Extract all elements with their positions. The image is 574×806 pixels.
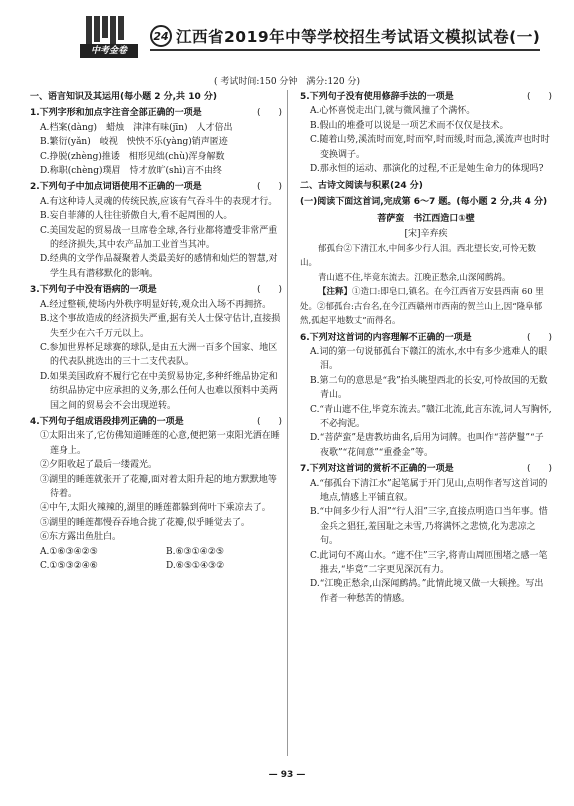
part-1-instruction: (一)阅读下面这首词,完成第 6～7 题。(每小题 2 分,共 4 分) bbox=[300, 196, 548, 207]
answer-blank: ( ) bbox=[526, 332, 552, 343]
question-1 bbox=[30, 106, 282, 178]
left-column bbox=[30, 90, 282, 573]
option: B.妄自菲薄的人往往骄傲自大,看不起周围的人。 bbox=[40, 211, 233, 222]
option: B.假山的堆叠可以说是一项艺术而不仅仅是技术。 bbox=[310, 120, 509, 131]
column-divider bbox=[287, 90, 288, 756]
page-header bbox=[80, 12, 550, 64]
poem-line: 青山遮不住,毕竟东流去。江晚正愁余,山深闻鹧鸪。 bbox=[318, 272, 511, 283]
question-6 bbox=[300, 331, 552, 461]
sentence-item: ①太阳出来了,它仿佛知道睡莲的心意,便把第一束阳光洒在睡莲身上。 bbox=[40, 431, 280, 456]
option: C.“青山遮不住,毕竟东流去。”赣江北流,此言东流,词人写胸怀,不必拘泥。 bbox=[310, 404, 552, 429]
option: D.如果美国政府不履行它在中美贸易协定,多种纤维品协定和纺织品协定中应承担的义务,那么任何人也难以预料中美两国之间的贸易会不会出现逆转。 bbox=[40, 371, 278, 411]
note-label: 【注释】 bbox=[318, 287, 353, 298]
page-title: 江西省2019年中等学校招生考试语文模拟试卷(一) bbox=[176, 28, 541, 46]
question-stem: 2.下列句子中加点词语使用不正确的一项是 bbox=[30, 182, 202, 193]
question-5 bbox=[300, 90, 552, 176]
question-stem: 4.下列句子组成语段排列正确的一项是 bbox=[30, 416, 184, 427]
question-7 bbox=[300, 462, 552, 606]
question-3 bbox=[30, 283, 282, 413]
logo-text: 中考金卷 bbox=[80, 44, 138, 58]
option: A.经过整顿,使场内外秩序明显好转,观众出入场不再拥挤。 bbox=[40, 299, 272, 310]
option: A.有这种诗人灵魂的传统民族,应该有气吞斗牛的表现才行。 bbox=[40, 196, 278, 207]
option: A.①⑥③④②⑤ bbox=[40, 546, 98, 557]
option: C.挣脱(zhèng)推诿 相形见绌(chù)浑身解数 bbox=[40, 151, 225, 162]
section-1-title: 一、语言知识及其运用(每小题 2 分,共 10 分) bbox=[30, 92, 217, 102]
answer-blank: ( ) bbox=[256, 108, 282, 119]
answer-blank: ( ) bbox=[526, 464, 552, 475]
logo-bars-icon bbox=[86, 16, 124, 46]
option: D.⑥⑤①④③② bbox=[166, 561, 225, 571]
sentence-item: ③湖里的睡莲就张开了花瓣,面对着太阳升起的地方默默地等待着。 bbox=[40, 474, 277, 499]
exam-info: ( 考试时间:150 分钟 满分:120 分) bbox=[213, 77, 361, 87]
section-2-title: 二、古诗文阅读与积累(24 分) bbox=[300, 181, 423, 192]
option: B.这个事故造成的经济损失严重,据有关人士保守估计,直接损失至少在六千万元以上。 bbox=[40, 314, 281, 339]
option: A.档案(dàng) 蜡烛 津津有味(jīn) 人才倍出 bbox=[40, 122, 233, 133]
question-stem: 5.下列句子没有使用修辞手法的一项是 bbox=[300, 92, 454, 102]
option: C.美国发起的贸易战一旦席卷全球,各行业都将遭受非常严重的经济损失,其中农产品加工业首当其冲。 bbox=[40, 225, 278, 251]
poem-author: [宋]辛弃疾 bbox=[404, 228, 448, 239]
option: B.“中间多少行人泪”“行人泪”三字,直接点明造口当年事。惜金兵之猖狂,羞国耻之未雪,乃将满怀之悲愤,化为悲凉之句。 bbox=[310, 507, 548, 547]
option: B.第二句的意思是“我”抬头眺望西北的长安,可怜故国的无数青山。 bbox=[310, 375, 548, 401]
option: C.此词句不离山水。“遮不住”三字,将青山周匝围堵之感一笔推去,“毕竟”二字更见深沉有力。 bbox=[310, 550, 548, 575]
option: A.词的第一句说郁孤台下赣江的流水,水中有多少逃难人的眼泪。 bbox=[310, 346, 548, 372]
question-2 bbox=[30, 180, 282, 281]
sentence-item: ⑤湖里的睡莲都慢吞吞地合拢了花瓣,似乎睡觉去了。 bbox=[40, 517, 250, 528]
option: A.“郁孤台下清江水”起笔属于开门见山,点明作者写这首词的地点,情感上平铺直叙。 bbox=[310, 478, 548, 503]
option: C.参加世界杯足球赛的球队,是由五大洲一百多个国家、地区的代表队挑选出的三十二支代表队。 bbox=[40, 342, 278, 368]
question-stem: 6.下列对这首词的内容理解不正确的一项是 bbox=[300, 332, 472, 343]
answer-blank: ( ) bbox=[256, 416, 282, 427]
note-text: ①造口:即皂口,镇名。在今江西省万安县西南 60 里处。②郁孤台:古台名,在今江西赣州市西南的贺兰山上,因“隆阜郁然,孤起平地数丈”而得名。 bbox=[300, 287, 544, 327]
right-column bbox=[300, 90, 552, 606]
poem-note bbox=[300, 285, 552, 328]
question-stem: 7.下列对这首词的赏析不正确的一项是 bbox=[300, 464, 454, 475]
answer-blank: ( ) bbox=[256, 285, 282, 296]
option: D.那永恒的运动、那演化的过程,不正是她生命力的体现吗? bbox=[310, 164, 544, 175]
question-4 bbox=[30, 415, 282, 573]
page-number: — 93 — bbox=[268, 770, 306, 780]
option: B.⑥③①④②⑤ bbox=[166, 546, 224, 557]
sentence-item: ②夕阳收起了最后一缕霞光。 bbox=[40, 460, 158, 471]
option: D.称职(chèng)璞眉 恃才放旷(shì)言不由终 bbox=[40, 166, 222, 177]
poem-title: 菩萨蛮 书江西造口①壁 bbox=[377, 214, 475, 225]
option: D.“江晚正愁余,山深闻鹧鸪。”此情此境又做一大顿挫。写出作者一种愁苦的情感。 bbox=[310, 579, 544, 604]
question-stem: 1.下列字形和加点字注音全部正确的一项是 bbox=[30, 108, 202, 119]
answer-blank: ( ) bbox=[526, 92, 552, 102]
paper-number: 24 bbox=[150, 25, 172, 47]
option: D.“菩萨蛮”是唐教坊曲名,后用为词牌。也叫作“菩萨鬘”“子夜歌”“花间意”“重叠金”等。 bbox=[310, 433, 544, 458]
sentence-item: ⑥东方露出鱼肚白。 bbox=[40, 532, 122, 543]
option: C.随着山势,溪流时而宽,时而窄,时而缓,时而急,溪流声也时时变换调子。 bbox=[310, 135, 550, 160]
answer-blank: ( ) bbox=[256, 182, 282, 193]
logo bbox=[80, 14, 138, 62]
option: A.心怀喜悦走出门,就与微风撞了个满怀。 bbox=[310, 106, 476, 117]
option: C.①⑤③②④⑥ bbox=[40, 561, 98, 571]
title-bar bbox=[150, 25, 540, 51]
option: B.繁衍(yǎn) 岐视 怏怏不乐(yàng)销声匿迹 bbox=[40, 137, 228, 148]
question-stem: 3.下列句子中没有语病的一项是 bbox=[30, 285, 157, 296]
option: D.经典的文学作品凝聚着人类最美好的感情和灿烂的智慧,对学生具有潜移默化的影响。 bbox=[40, 254, 278, 279]
poem-line: 郁孤台②下清江水,中间多少行人泪。西北望长安,可怜无数山。 bbox=[300, 244, 536, 269]
sentence-item: ④中午,太阳火辣辣的,湖里的睡莲都躲到荷叶下乘凉去了。 bbox=[40, 503, 271, 514]
